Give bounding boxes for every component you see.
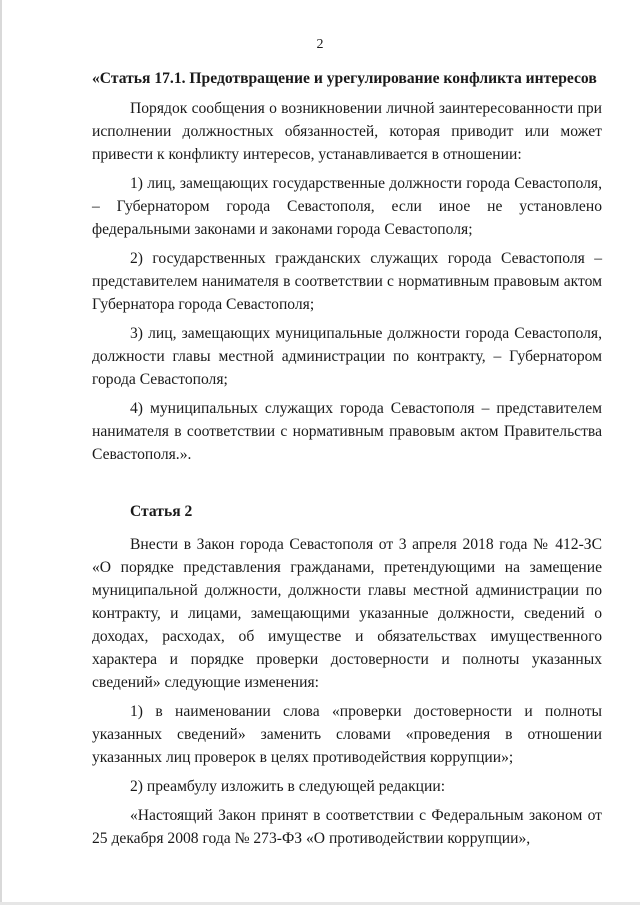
scan-left-edge — [0, 0, 2, 905]
page-number: 2 — [316, 37, 324, 52]
article-2-preamble-text: «Настоящий Закон принят в соответствии с Федеральным законом от 25 декабря 2008 года № 273-ФЗ «О противодействии коррупции», — [92, 807, 602, 847]
article-2-intro-paragraph: Внести в Закон города Севастополя от 3 апреля 2018 года № 412-ЗС «О порядке представления гражданами, претендующими на замещение муниципальной должности, должности главы местной администрации по контракту, и лицами, замещающими указанные должности, сведений о доходах, расходах, об имуществе и обязательствах имущественного характера и порядке проверки достоверности и полноты указанных сведений» следующие изменения: — [92, 536, 602, 691]
article-17-1-item-1: 1) лиц, замещающих государственные должности города Севастополя, – Губернатором города Севастополя, если иное не установлено федеральными законами и законами города Севастополя; — [92, 175, 602, 238]
article-2-heading: Статья 2 — [130, 503, 193, 520]
article-17-1-item-3: 3) лиц, замещающих муниципальные должности города Севастополя, должности главы местной администрации по контракту, – Губернатором города Севастополя; — [92, 325, 602, 388]
document-body — [92, 66, 602, 856]
article-17-1-item-2: 2) государственных гражданских служащих города Севастополя – представителем нанимателя в соответствии с нормативным правовым актом Губернатора города Севастополя; — [92, 250, 602, 313]
article-17-1-intro-paragraph: Порядок сообщения о возникновении личной заинтересованности при исполнении должностных обязанностей, которая приводит или может привести к конфликту интересов, устанавливается в отношении: — [92, 100, 602, 163]
article-2-item-2: 2) преамбулу изложить в следующей редакции: — [130, 778, 446, 795]
article-17-1-item-4: 4) муниципальных служащих города Севастополя – представителем нанимателя в соответствии с нормативным правовым актом Правительства Севастополя.». — [92, 400, 602, 463]
article-17-1-heading: «Статья 17.1. Предотвращение и урегулирование конфликта интересов — [92, 70, 597, 87]
article-2-item-1: 1) в наименовании слова «проверки достоверности и полноты указанных сведений» заменить словами «проведения в отношении указанных лиц проверок в целях противодействия коррупции»; — [92, 703, 602, 766]
